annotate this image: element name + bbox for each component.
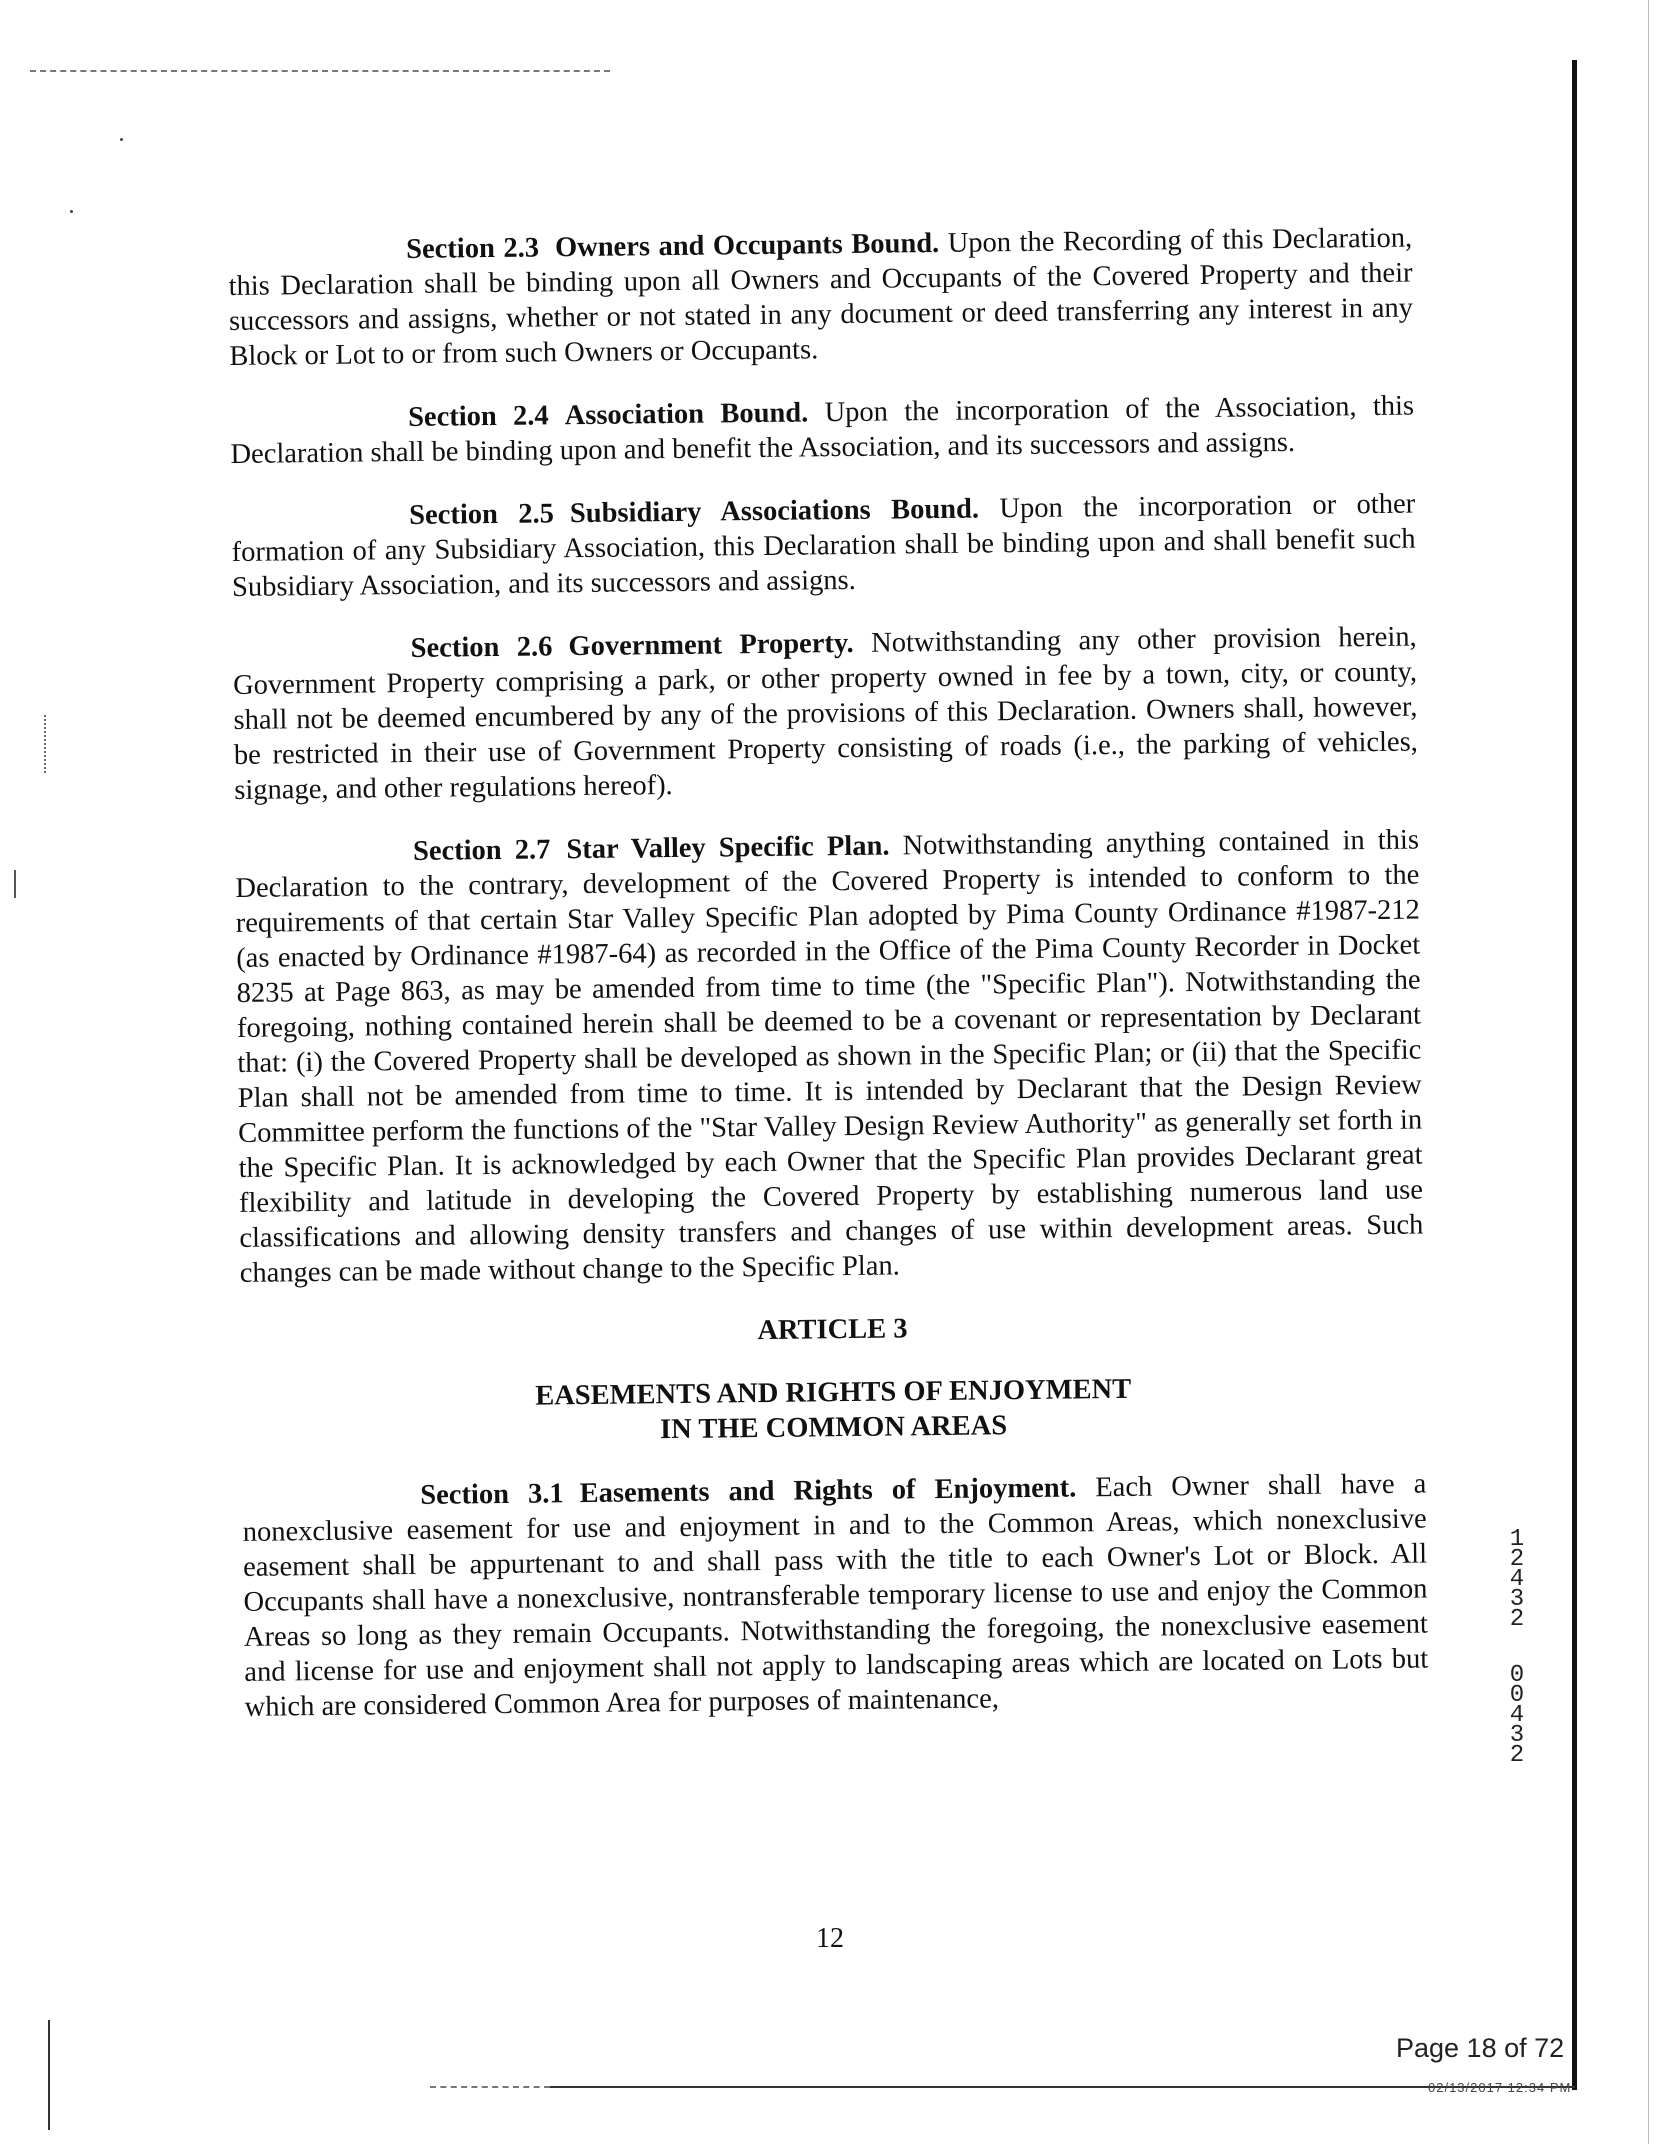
recording-timestamp: 02/13/2017 12:34 PM (1428, 2080, 1572, 2095)
section-number: Section 2.5 (409, 498, 555, 531)
recording-digit: 1 (1509, 1526, 1525, 1553)
footer-rule (430, 2086, 1575, 2088)
section-paragraph (230, 389, 1415, 472)
section-title: Owners and Occupants Bound. (554, 227, 940, 264)
section-title: Star Valley Specific Plan. (566, 830, 890, 866)
section-number: Section 3.1 (420, 1478, 564, 1511)
page-edge-rule (48, 2020, 50, 2130)
article-heading: ARTICLE 3 (757, 1313, 908, 1347)
article-title-line: IN THE COMMON AREAS (659, 1410, 1008, 1446)
section-text: Each Owner shall have a nonexclusive easement for use and enjoyment in and to the Common Areas, which nonexclusive easement shall be appurtenant to and shall pass with the title to each Owner's Lot or Block. All Occupants shall have a nonexclusive, nontransferable temporary license to use and enjoy the Common Areas so long as they remain Occupants. Notwithstanding the foregoing, the nonexclusive easement and license for use and enjoyment shall not apply to landscaping areas which are located on Lots but which are considered Common Area for purposes of maintenance, (242, 1468, 1429, 1723)
section-number: Section 2.3 (406, 232, 540, 265)
section-title: Easements and Rights of Enjoyment. (579, 1472, 1077, 1510)
section-paragraph (242, 1466, 1429, 1724)
recording-digit: 2 (1509, 1606, 1525, 1633)
scan-artifact-line (30, 70, 610, 72)
section-number: Section 2.4 (407, 400, 549, 433)
section-text: Notwithstanding any other provision herein, Government Property comprising a park, or other property owned in fee by a town, city, or county, shall not be deemed encumbered by any of the provisions of this Declaration. Owners shall, however, be restricted in their use of Government Property consisting of roads (i.e., the parking of vehicles, signage, and other regulations hereof). (232, 621, 1419, 806)
footer-rule (430, 2086, 550, 2090)
recording-digit: 2 (1509, 1742, 1525, 1769)
section-title: Subsidiary Associations Bound. (569, 493, 980, 530)
recording-digit: 0 (1509, 1662, 1525, 1689)
section-number: Section 2.6 (410, 631, 553, 664)
recording-digit: 3 (1509, 1722, 1525, 1749)
scan-artifact-dot (70, 210, 73, 213)
page-edge-rule (1648, 0, 1649, 2144)
article-title-line: EASEMENTS AND RIGHTS OF ENJOYMENT (535, 1373, 1132, 1412)
section-title: Government Property. (568, 627, 854, 663)
document-body (228, 221, 1429, 1753)
section-text: Upon the incorporation or other formation of any Subsidiary Association, this Declaration shall be binding upon and shall benefit such Subsidiary Association, and its successors and assigns. (231, 488, 1416, 603)
page-number: 12 (816, 1923, 844, 1954)
section-paragraph (235, 823, 1424, 1291)
recording-digit: 3 (1509, 1586, 1525, 1613)
section-text: Notwithstanding anything contained in this Declaration to the contrary, development of the Covered Property is intended to conform to the requirements of that certain Star Valley Specific Plan adopted by Pima County Ordinance #1987-212 (as enacted by Ordinance #1987-64) as recorded in the Office of the Pima County Recorder in Docket 8235 at Page 863, as may be amended from time to time (the "Specific Plan"). Notwithstanding the foregoing, nothing contained herein shall be deemed to be a covenant or representation by Declarant that: (i) the Covered Property shall be developed as shown in the Specific Plan; or (ii) that the Specific Plan shall not be amended from time to time. It is intended by Declarant that the Design Review Committee perform the functions of the "Star Valley Design Review Authority" as generally set forth in the Specific Plan. It is acknowledged by each Owner that the Specific Plan provides Declarant great flexibility and latitude in developing the Covered Property by establishing numerous land use classifications and allowing density transfers and changes of use within development areas. Such changes can be made without change to the Specific Plan. (235, 824, 1424, 1289)
page-counter: Page 18 of 72 (1396, 2033, 1565, 2063)
recording-digit: 4 (1509, 1702, 1525, 1729)
section-paragraph (228, 221, 1414, 374)
section-text: Upon the Recording of this Declaration, this Declaration shall be binding upon all Owners and Occupants of the Covered Property and their successors and assigns, whether or not stated in any document or deed transferring any interest in any Block or Lot to or from such Owners or Occupants. (228, 222, 1414, 372)
scan-artifact-dot (120, 138, 123, 141)
scan-artifact-line (14, 870, 16, 898)
recording-digit: 0 (1509, 1682, 1525, 1709)
scan-artifact-line (44, 715, 48, 773)
section-paragraph (231, 487, 1416, 605)
section-paragraph (233, 620, 1419, 808)
article-title (241, 1368, 1426, 1451)
section-number: Section 2.7 (412, 834, 551, 867)
recording-number (1500, 1526, 1534, 1769)
section-text: Upon the incorporation of the Association, this Declaration shall be binding upon and benefit the Association, and its successors and assigns. (230, 390, 1415, 470)
recording-digit: 4 (1509, 1566, 1525, 1593)
recording-digit: 2 (1509, 1546, 1525, 1573)
page-edge-rule (1572, 60, 1577, 2090)
section-title: Association Bound. (564, 397, 809, 432)
